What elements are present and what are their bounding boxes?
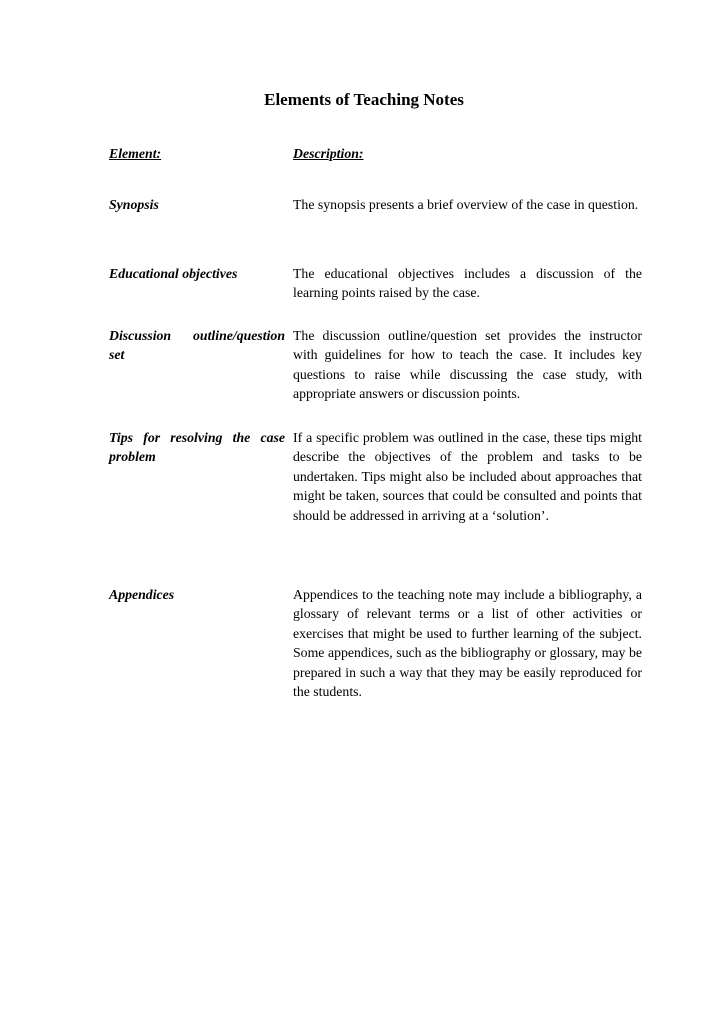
element-description: If a specific problem was outlined in the case, these tips might describe the objectives of the problem and tasks to be undertaken. Tips might also be included about approaches that might be taken, sources that could be consulted and points that should be addressed in arriving at a ‘solution’. [293, 430, 642, 523]
element-description: The discussion outline/question set provides the instructor with guidelines for how to teach the case. It includes key questions to raise while discussing the case study, with appropriate answers or discussion points. [293, 328, 642, 402]
element-label: Educational objectives [109, 266, 238, 281]
element-description: The educational objectives includes a discussion of the learning points raised by the case. [293, 266, 642, 301]
element-description: The synopsis presents a brief overview of the case in question. [293, 197, 639, 212]
element-label: Synopsis [109, 197, 159, 212]
document-title: Elements of Teaching Notes [264, 90, 464, 109]
element-label: Appendices [109, 587, 175, 602]
element-label: Discussion outline/question set [109, 328, 285, 363]
element-label: Tips for resolving the case problem [109, 430, 285, 465]
element-description: Appendices to the teaching note may include a bibliography, a glossary of relevant terms or a list of other activities or exercises that might be used to further learning of the subject. Some appendices, such as the bibliography or glossary, may be prepared in such a way that they may be easily reproduced for the students. [293, 587, 642, 700]
element-column-header: Element: [109, 146, 162, 161]
description-column-header: Description: [293, 146, 364, 161]
